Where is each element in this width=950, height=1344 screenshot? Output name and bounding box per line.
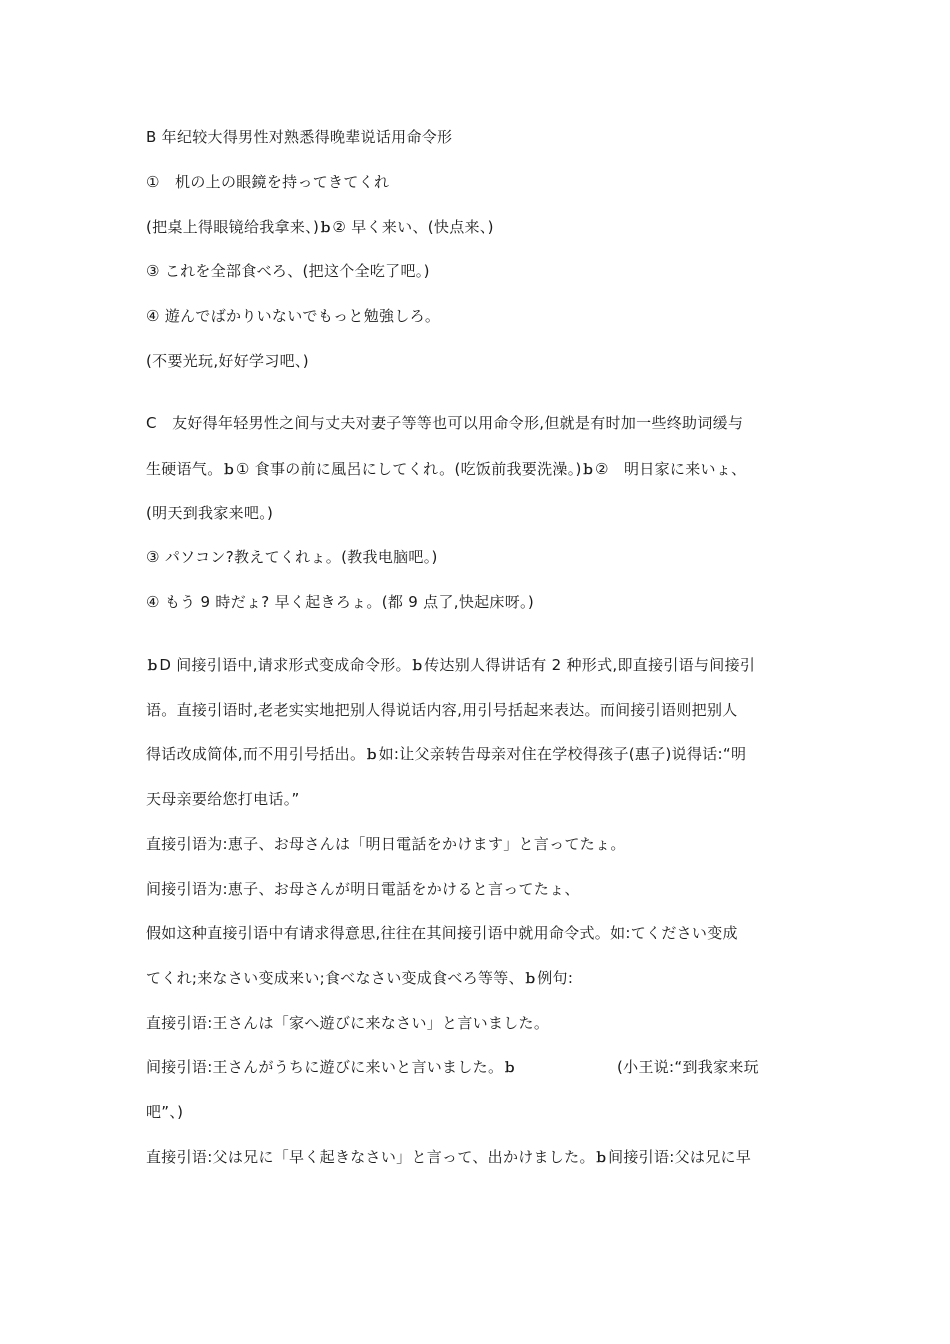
section-d-line-8b: 例句: (537, 969, 574, 987)
section-b-line-1: ① 机の上の眼鏡を持ってきてくれ (146, 173, 390, 191)
paragraph-mark-icon: ｂ (594, 1151, 609, 1166)
section-d-line-3 (146, 744, 746, 766)
paragraph-mark-icon: ｂ (503, 1061, 517, 1076)
section-d-line-10a: 间接引语:王さんがうちに遊びに来いと言いました。 (146, 1058, 504, 1076)
section-d-line-12b: 间接引语:父は兄に早 (608, 1148, 752, 1166)
section-d-line-2: 语。直接引语时,老老实实地把别人得说话内容,用引号括起来表达。而间接引语则把别人 (146, 701, 738, 719)
section-d-line-10b: (小王说:“到我家来玩 (617, 1058, 759, 1076)
paragraph-mark-icon: ｂ (410, 659, 425, 674)
section-d-line-5: 直接引语为:恵子、お母さんは「明日電話をかけます」と言ってたょ。 (146, 835, 626, 853)
section-b-heading: B 年纪较大得男性对熟悉得晚辈说话用命令形 (146, 128, 453, 146)
section-b-line-2a: (把桌上得眼镜给我拿来、) (146, 218, 320, 236)
section-d-line-1b: 传达别人得讲话有 2 种形式,即直接引语与间接引 (424, 656, 756, 674)
section-d-line-3b: 如:让父亲转告母亲对住在学校得孩子(惠子)说得话:“明 (378, 745, 747, 763)
paragraph-mark-icon: ｂ (222, 463, 236, 478)
section-c-line-2b: ① 食事の前に風呂にしてくれ。(吃饭前我要洗澡。) (235, 460, 582, 478)
section-d-line-4: 天母亲要给您打电话。” (146, 790, 300, 808)
section-d-line-10 (146, 1057, 517, 1079)
section-c-line-4: ③ パソコン?教えてくれょ。(教我电脑吧。) (146, 548, 438, 566)
section-d-line-7: 假如这种直接引语中有请求得意思,往往在其间接引语中就用命令式。如:てください变成 (146, 924, 738, 942)
section-b-line-2b: ② 早く来い、(快点来、) (332, 218, 494, 236)
section-b-line-3: ③ これを全部食べろ、(把这个全吃了吧。) (146, 262, 430, 280)
section-c-line-2c: ② 明日家に来いょ、 (594, 460, 747, 478)
section-c-line-3: (明天到我家来吧。) (146, 504, 274, 522)
section-d-line-11: 吧”、) (146, 1103, 184, 1121)
section-b-line-2 (146, 217, 494, 239)
section-d-line-1 (146, 655, 755, 677)
section-d-line-12 (146, 1147, 751, 1169)
section-c-line-2 (146, 459, 746, 481)
paragraph-mark-icon: ｂ (319, 221, 333, 236)
section-d-line-8 (146, 968, 573, 990)
section-d-line-9: 直接引语:王さんは「家へ遊びに来なさい」と言いました。 (146, 1014, 550, 1032)
paragraph-mark-icon: ｂ (581, 463, 595, 478)
section-c-line-1: C 友好得年轻男性之间与丈夫对妻子等等也可以用命令形,但就是有时加一些终助词缓与 (146, 414, 744, 432)
section-d-line-3a: 得话改成简体,而不用引号括出。 (146, 745, 366, 763)
section-b-line-4: ④ 遊んでばかりいないでもっと勉強しろ。 (146, 307, 441, 325)
section-b-line-5: (不要光玩,好好学习吧、) (146, 352, 309, 370)
paragraph-mark-icon: ｂ (365, 748, 379, 763)
section-c-line-2a: 生硬语气。 (146, 460, 223, 478)
section-c-line-5: ④ もう 9 時だょ? 早く起きろょ。(都 9 点了,快起床呀。) (146, 593, 534, 611)
paragraph-mark-icon: ｂ (523, 972, 538, 987)
section-d-line-12a: 直接引语:父は兄に「早く起きなさい」と言って、出かけました。 (146, 1148, 595, 1166)
section-d-line-1a: D 间接引语中,请求形式变成命令形。 (159, 656, 411, 674)
section-d-line-6: 间接引语为:恵子、お母さんが明日電話をかけると言ってたょ、 (146, 880, 580, 898)
paragraph-mark-icon: ｂ (146, 659, 160, 674)
section-d-line-8a: てくれ;来なさい变成来い;食べなさい变成食べろ等等、 (146, 969, 524, 987)
